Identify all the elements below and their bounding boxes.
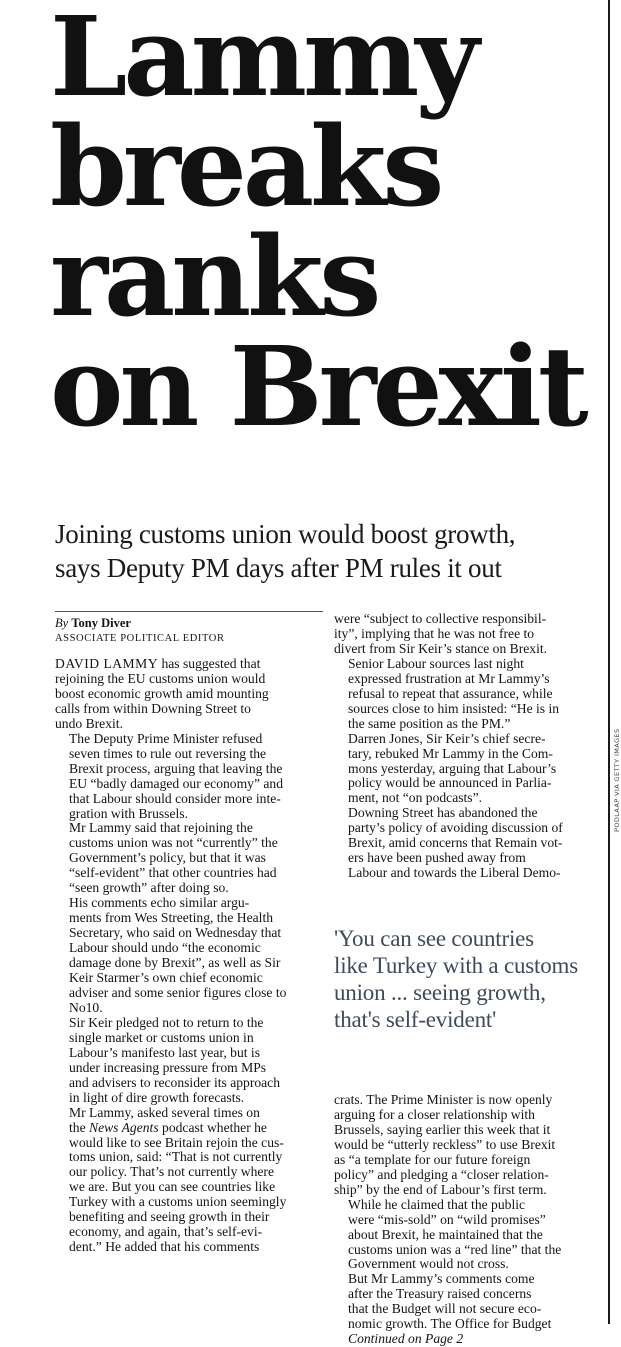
headline (50, 0, 585, 451)
text-line: His comments echo similar argu- (69, 895, 250, 911)
text-line: Mr Lammy, asked several times on (69, 1104, 260, 1120)
text-line: single market or customs union in (69, 1029, 254, 1045)
text-line: Labour’s manifesto last year, but is (69, 1044, 260, 1060)
text-line: calls from within Downing Street to (55, 700, 251, 716)
pull-quote-line: 'You can see countries (334, 926, 534, 951)
text-line: has suggested that (161, 656, 261, 671)
paragraph (55, 1106, 325, 1256)
paragraph (55, 1016, 325, 1106)
headline-line: on Brexit (50, 322, 585, 451)
article-column-2-bottom (334, 1093, 610, 1347)
text-line: and advisers to reconsider its approach (69, 1074, 281, 1090)
text-line: “self-evident” that other countries had (69, 865, 277, 881)
text-line: would like to see Britain rejoin the cus- (69, 1134, 284, 1150)
text-line: that the Budget will not secure eco- (348, 1301, 542, 1317)
text-line: mons yesterday, arguing that Labour’s (348, 760, 557, 776)
text-line: Mr Lammy said that rejoining the (69, 820, 253, 836)
text-line: rejoining the EU customs union would (55, 670, 266, 686)
headline-line: Lammy (50, 0, 476, 121)
text-line: toms union, said: “That is not currently (69, 1149, 283, 1165)
text-line: customs union was a “red line” that the (348, 1241, 562, 1257)
text-line: would be “utterly reckless” to use Brexit (334, 1136, 556, 1152)
paragraph (55, 657, 325, 732)
paragraph (334, 1093, 610, 1198)
text-line: Labour should undo “the economic (69, 940, 261, 956)
text-line: expressed frustration at Mr Lammy’s (348, 670, 550, 686)
text-line: Labour and towards the Liberal Demo- (348, 865, 561, 881)
text-line: party’s policy of avoiding discussion of (348, 820, 563, 836)
text-line: divert from Sir Keir’s stance on Brexit. (334, 640, 548, 656)
byline-role: ASSOCIATE POLITICAL EDITOR (55, 633, 225, 644)
text-line: dent.” He added that his comments (69, 1239, 260, 1255)
text-line: Turkey with a customs union seemingly (69, 1194, 287, 1210)
text-line: gration with Brussels. (69, 805, 188, 821)
text-line: economy, and again, that’s self-evi- (69, 1224, 263, 1240)
text-line: policy would be announced in Parlia- (348, 775, 552, 791)
text-line: EU “badly damaged our economy” and (69, 775, 284, 791)
text-line: ers have been pushed away from (348, 850, 526, 866)
standfirst-line: says Deputy PM days after PM rules it out (55, 553, 502, 583)
text-line: sources close to him insisted: “He is in (348, 700, 560, 716)
text-line: tary, rebuked Mr Lammy in the Com- (348, 745, 553, 761)
text-line (55, 1121, 325, 1136)
text-line: Keir Starmer’s own chief economic (69, 970, 263, 986)
text-line: ment, not “on podcasts”. (348, 790, 483, 806)
text-line: Secretary, who said on Wednesday that (69, 925, 282, 941)
pull-quote-line: union ... seeing growth, (334, 980, 546, 1005)
text-line: after the Treasury raised concerns (348, 1286, 532, 1302)
paragraph (55, 732, 325, 822)
text-line: “seen growth” after doing so. (69, 880, 229, 896)
paragraph (55, 821, 325, 896)
text-line: Downing Street has abandoned the (348, 805, 538, 821)
text-line: were “mis-sold” on “wild promises” (348, 1211, 546, 1227)
byline-author: Tony Diver (71, 616, 131, 630)
text-line: arguing for a closer relationship with (334, 1106, 535, 1122)
headline-line: breaks (50, 102, 441, 231)
text-line: boost economic growth amid mounting (55, 685, 269, 701)
text-line: benefiting and seeing growth in their (69, 1209, 270, 1225)
text-line: ments from Wes Streeting, the Health (69, 910, 274, 926)
text-line: Government’s policy, but that it was (69, 850, 266, 866)
text-line: Sir Keir pledged not to return to the (69, 1014, 264, 1030)
headline-line: ranks (50, 212, 378, 341)
text-line: The Deputy Prime Minister refused (69, 730, 263, 746)
paragraph (334, 1272, 610, 1347)
standfirst (55, 517, 615, 585)
lead-in: DAVID LAMMY (55, 656, 159, 671)
standfirst-line: Joining customs union would boost growth, (55, 519, 516, 549)
text-line: policy” and pledging a “closer relation- (334, 1166, 549, 1182)
text-line: under increasing pressure from MPs (69, 1059, 267, 1075)
paragraph (334, 806, 610, 881)
text-line: we are. But you can see countries like (69, 1179, 276, 1195)
continued-link[interactable]: Continued on Page 2 (348, 1331, 464, 1347)
photo-credit: PODLAAP VIA GETTY IMAGES (613, 728, 621, 832)
byline-divider (55, 611, 323, 612)
text-line: adviser and some senior figures close to (69, 984, 287, 1000)
text-line: Brussels, saying earlier this week that it (334, 1121, 551, 1137)
pull-quote (334, 925, 609, 1033)
article-column-2-top (334, 612, 610, 881)
paragraph (334, 732, 610, 807)
text-line: crats. The Prime Minister is now openly (334, 1092, 553, 1107)
paragraph (55, 896, 325, 1016)
text-line: as “a template for our future foreign (334, 1151, 531, 1167)
text-line: Government would not cross. (348, 1256, 509, 1272)
paragraph (334, 612, 610, 657)
byline (55, 614, 325, 646)
text-line: that Labour should consider more inte- (69, 790, 281, 806)
text-line: seven times to rule out reversing the (69, 745, 267, 761)
byline-by: By (55, 616, 69, 630)
text-line: Senior Labour sources last night (348, 655, 524, 671)
text-fragment: podcast whether he (162, 1119, 267, 1135)
text-line: No10. (69, 999, 103, 1015)
text-line: undo Brexit. (55, 715, 123, 731)
text-line: But Mr Lammy’s comments come (348, 1271, 535, 1287)
article-column-1 (55, 657, 325, 1255)
text-line: our policy. That’s not currently where (69, 1164, 274, 1180)
text-line: the same position as the PM.” (348, 715, 511, 731)
text-fragment: the (69, 1119, 86, 1135)
text-line: customs union was not “currently” the (69, 835, 278, 851)
text-line: ity”, implying that he was not free to (334, 625, 535, 641)
text-line: were “subject to collective responsibil- (334, 611, 547, 626)
podcast-name: News Agents (89, 1119, 159, 1135)
text-line: While he claimed that the public (348, 1196, 526, 1212)
text-line: in light of dire growth forecasts. (69, 1089, 245, 1105)
text-line: refusal to repeat that assurance, while (348, 685, 553, 701)
text-line: damage done by Brexit”, as well as Sir (69, 955, 281, 971)
text-line: ship” by the end of Labour’s first term. (334, 1181, 547, 1197)
paragraph (334, 1198, 610, 1273)
text-line: Brexit, amid concerns that Remain vot- (348, 835, 563, 851)
text-line: Brexit process, arguing that leaving the (69, 760, 283, 776)
pull-quote-line: like Turkey with a customs (334, 953, 578, 978)
paragraph (334, 657, 610, 732)
pull-quote-line: that's self-evident' (334, 1007, 497, 1032)
text-line: nomic growth. The Office for Budget (348, 1316, 552, 1332)
text-line: Darren Jones, Sir Keir’s chief secre- (348, 730, 546, 746)
text-line: about Brexit, he maintained that the (348, 1226, 543, 1242)
